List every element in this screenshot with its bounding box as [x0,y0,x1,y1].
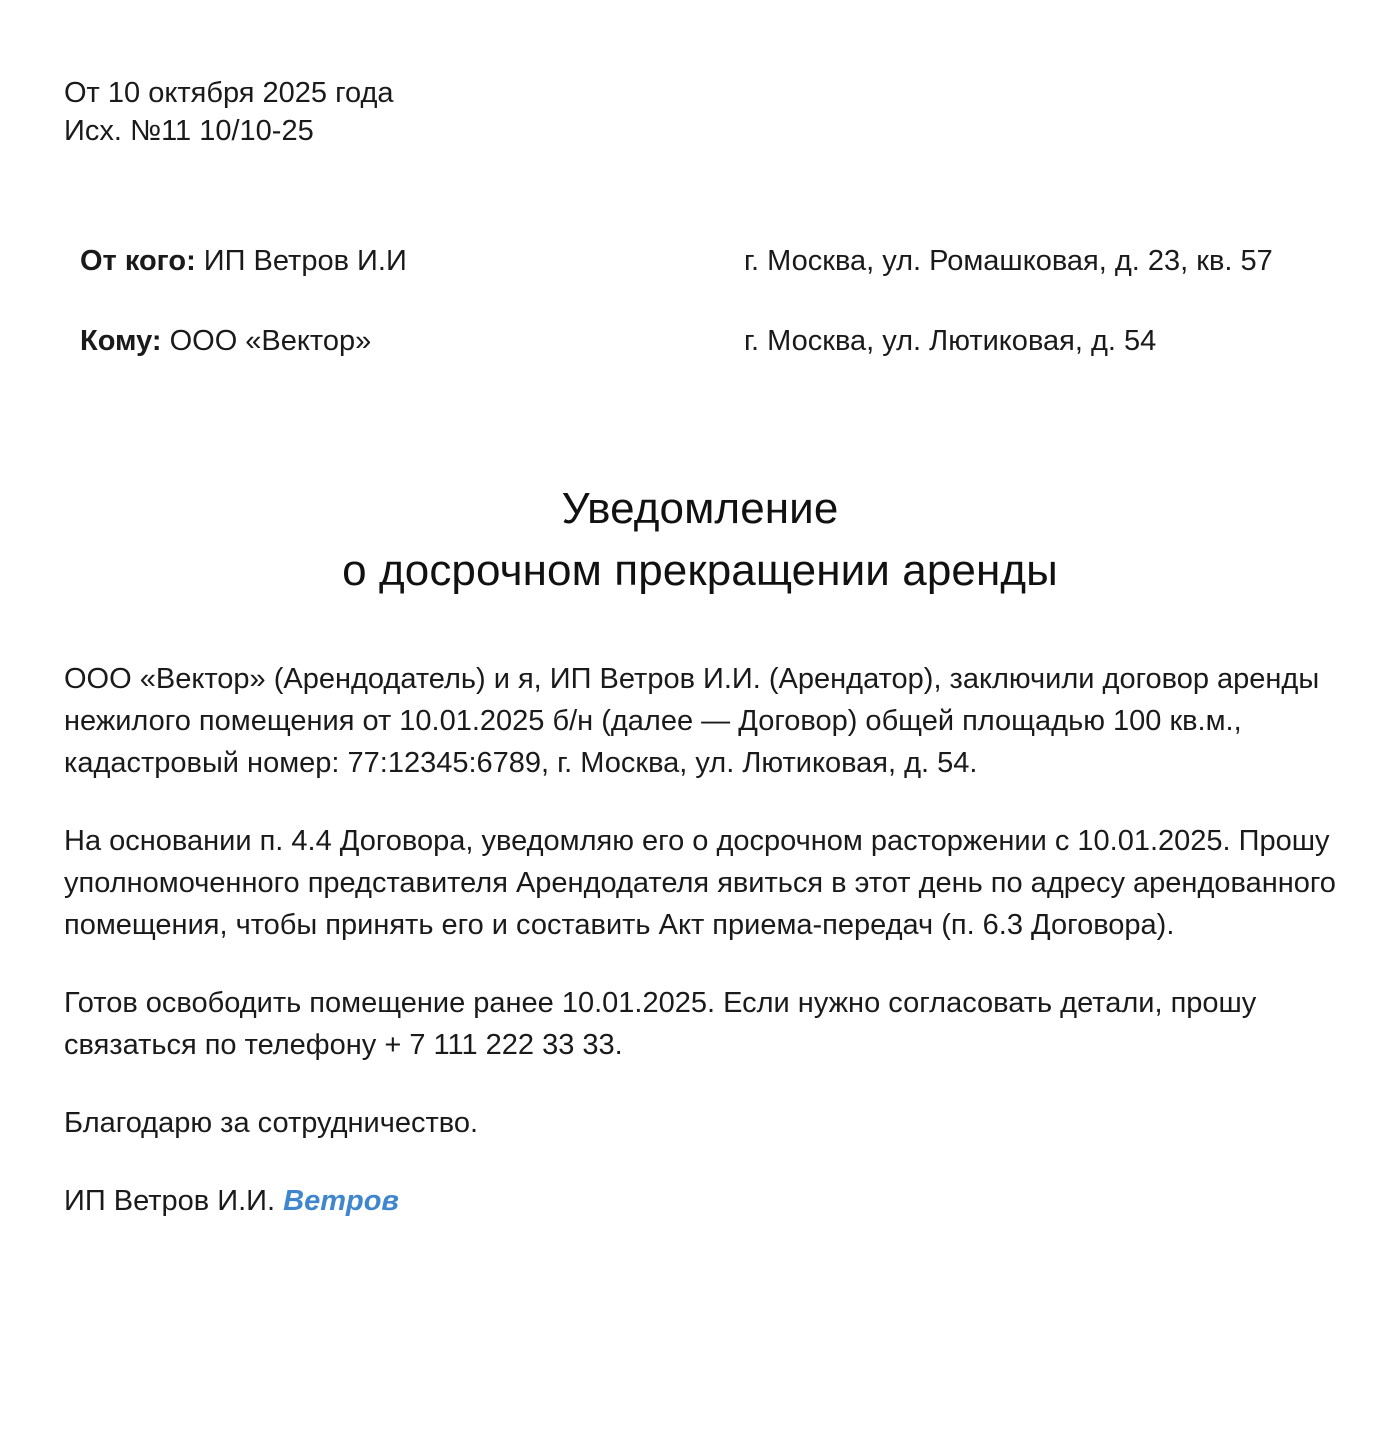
signature-block [64,1180,1350,1222]
document-header [0,0,1400,150]
sender-row [80,242,1336,280]
recipient-label: Кому: [80,325,162,357]
sender-label: От кого: [80,245,196,277]
body-paragraph-thanks: Благодарю за сотрудничество. [64,1107,479,1139]
document-body [0,658,1400,1222]
title-line-secondary: о досрочном прекращении аренды [342,546,1058,595]
document-date: От 10 октября 2025 года [64,77,394,109]
body-paragraph-termination-notice: На основании п. 4.4 Договора, уведомляю его о досрочном расторжении с 10.01.2025. Прошу уполномоченного представителя Арендодателя явиться в этот день по адресу арендованного помещения, чтобы принять его и составить Акт приема-передач (п. 6.3 Договора). [64,825,1336,941]
page-title [0,478,1400,602]
handwritten-signature: Ветров [283,1185,399,1217]
body-paragraph-contract-details: ООО «Вектор» (Арендодатель) и я, ИП Ветров И.И. (Арендатор), заключили договор аренды нежилого помещения от 10.01.2025 б/н (далее — Договор) общей площадью 100 кв.м., кадастровый номер: 77:12345:6789, г. Москва, ул. Лютиковая, д. 54. [64,663,1320,779]
sender-name-group [80,242,744,280]
body-paragraph-vacate-and-contact: Готов освободить помещение ранее 10.01.2025. Если нужно согласовать детали, прошу связаться по телефону + 7 111 222 33 33. [64,987,1257,1061]
recipient-name: ООО «Вектор» [169,325,372,357]
sender-address: г. Москва, ул. Ромашковая, д. 23, кв. 57 [744,245,1273,277]
sender-name: ИП Ветров И.И [203,245,407,277]
recipient-address: г. Москва, ул. Лютиковая, д. 54 [744,325,1157,357]
title-line-primary: Уведомление [561,484,839,533]
recipient-row [80,322,1336,360]
signer-name: ИП Ветров И.И. [64,1185,276,1217]
document-reference-number: Исх. №11 10/10-25 [64,115,314,147]
recipient-name-group [80,322,744,360]
parties-block [0,242,1400,360]
